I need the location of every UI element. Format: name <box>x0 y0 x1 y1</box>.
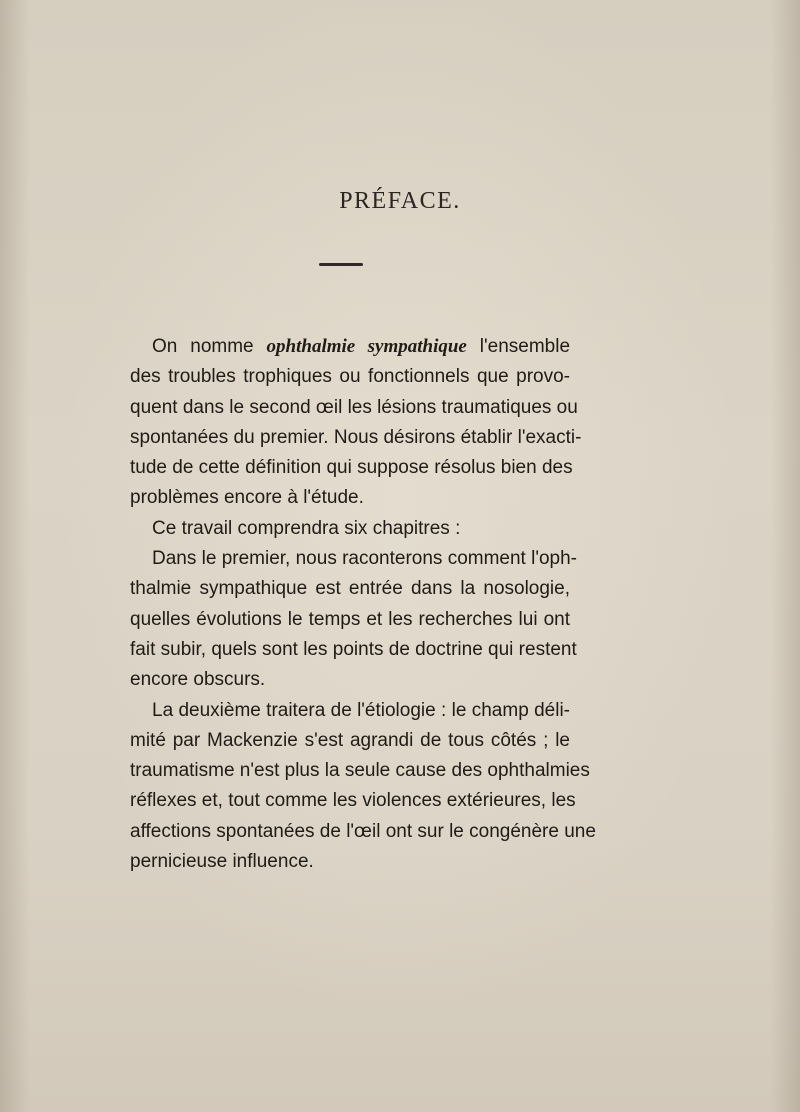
text-line: thalmie sympathique est entrée dans la nosologie, <box>130 578 570 600</box>
text-line <box>130 332 570 362</box>
text-line: La deuxième traitera de l'étiologie : le champ déli- <box>152 699 570 721</box>
text-fragment: l'ensemble <box>466 336 571 357</box>
title-rule-divider <box>319 263 363 266</box>
text-line: spontanées du premier. Nous désirons établir l'exacti- <box>130 426 582 448</box>
text-line: mité par Mackenzie s'est agrandi de tous côtés ; le <box>130 729 570 751</box>
paragraph-4 <box>130 696 596 878</box>
page-title: PRÉFACE. <box>339 188 461 214</box>
text-line: traumatisme n'est plus la seule cause des ophthalmies <box>130 760 590 782</box>
page-edge-shadow-left <box>0 0 30 1112</box>
italic-term: ophthalmie sympathique <box>266 336 467 357</box>
text-line: des troubles trophiques ou fonctionnels que provo- <box>130 366 570 388</box>
text-line: quelles évolutions le temps et les recherches lui ont <box>130 608 570 630</box>
paragraph-1 <box>130 332 582 514</box>
text-line: problèmes encore à l'étude. <box>130 487 364 509</box>
text-fragment: On nomme <box>152 336 267 357</box>
text-line: quent dans le second œil les lésions traumatiques ou <box>130 396 578 418</box>
text-line: pernicieuse influence. <box>130 851 314 873</box>
preface-body <box>130 332 596 877</box>
text-line: Ce travail comprendra six chapitres : <box>152 517 461 539</box>
text-line: affections spontanées de l'œil ont sur le congénère une <box>130 820 596 842</box>
paragraph-3 <box>130 544 577 695</box>
text-line: Dans le premier, nous raconterons comment l'oph- <box>152 548 577 570</box>
page-edge-shadow-right <box>770 0 800 1112</box>
text-line: encore obscurs. <box>130 669 266 691</box>
text-line: réflexes et, tout comme les violences extérieures, les <box>130 790 576 812</box>
text-line: fait subir, quels sont les points de doctrine qui restent <box>130 638 577 660</box>
text-line: tude de cette définition qui suppose résolus bien des <box>130 457 573 479</box>
paragraph-2 <box>130 514 570 544</box>
